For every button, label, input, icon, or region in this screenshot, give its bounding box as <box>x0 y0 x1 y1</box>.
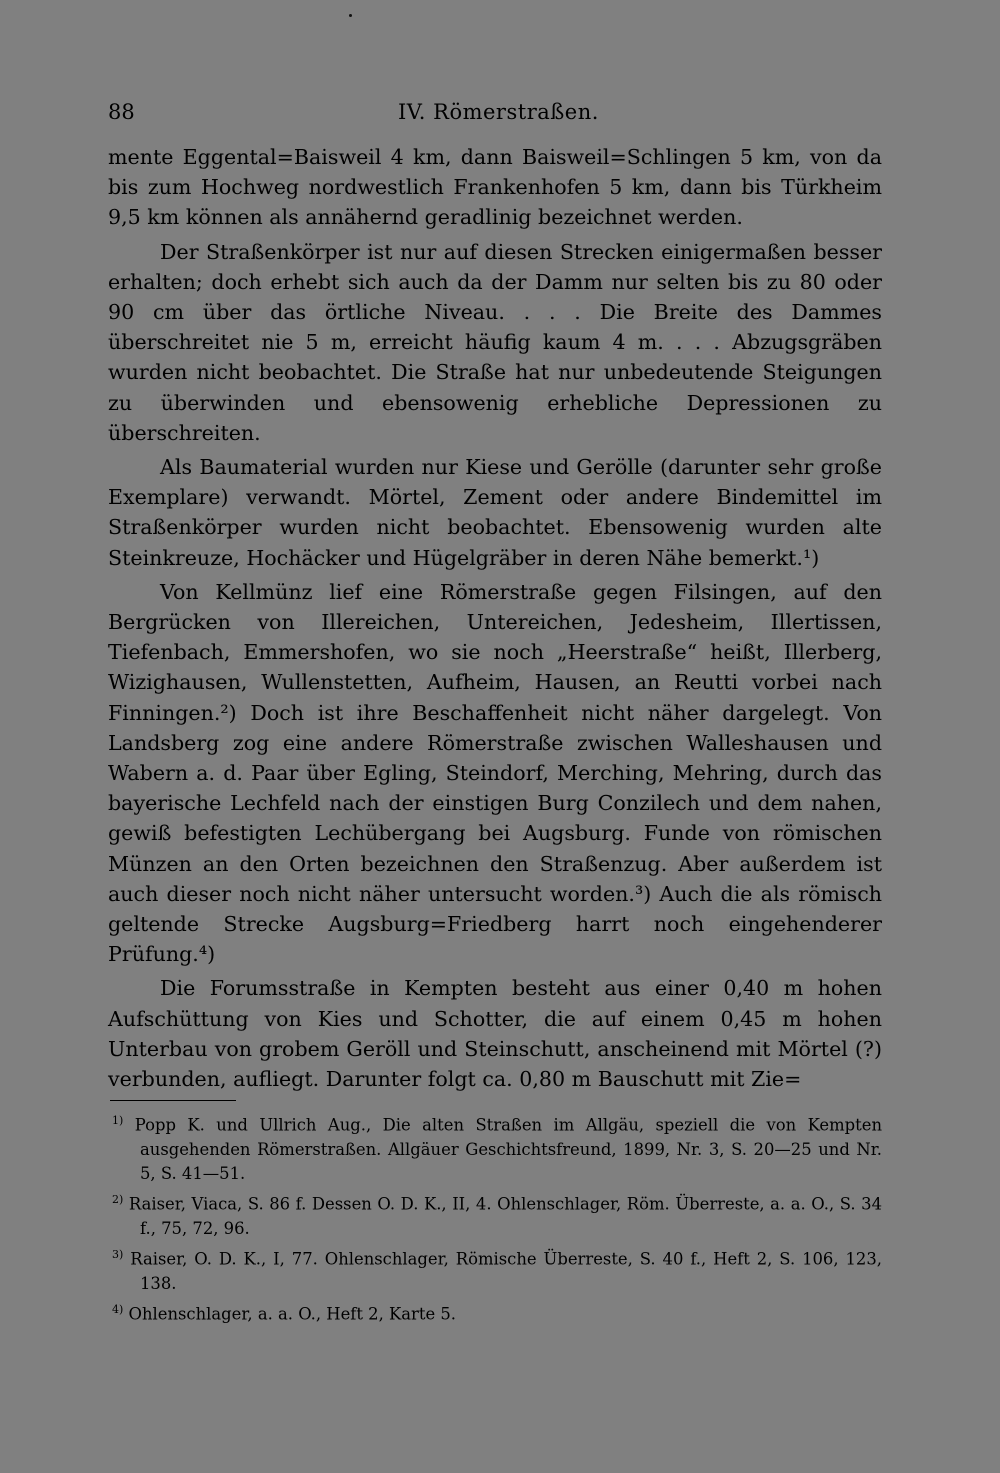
footnote <box>108 1188 882 1241</box>
footnote-mark: 2) <box>112 1193 124 1207</box>
footnote <box>108 1243 882 1296</box>
footnotes <box>108 1109 882 1327</box>
ink-speck <box>349 14 352 17</box>
paragraph: Von Kellmünz lief eine Römerstraße gegen Filsingen, auf den Bergrücken von Illereichen, Untereichen, Jedesheim, Illertissen, Tiefenbach, Emmershofen, wo sie noch „Heerstraße“ heißt, Illerberg, Wizighausen, Wullenstetten, Aufheim, Hausen, an Reutti vorbei nach Finningen.²) Doch ist ihre Beschaffenheit nicht näher dargelegt. Von Landsberg zog eine andere Römerstraße zwischen Walleshausen und Wabern a. d. Paar über Egling, Steindorf, Merching, Mehring, durch das bayerische Lechfeld nach der einstigen Burg Conzilech und dem nahen, gewiß befestigten Lechübergang bei Augsburg. Funde von römischen Münzen an den Orten bezeichnen den Straßenzug. Aber außerdem ist auch dieser noch nicht näher untersucht worden.³) Auch die als römisch geltende Strecke Augsburg=Friedberg harrt noch eingehenderer Prüfung.⁴) <box>108 579 882 967</box>
footnote-text: Raiser, Viaca, S. 86 f. Dessen O. D. K., II, 4. Ohlenschlager, Röm. Überreste, a. a. O., S. 34 f., 75, 72, 96. <box>128 1194 882 1239</box>
footnote <box>108 1298 882 1327</box>
paragraph-continued: mente Eggental=Baisweil 4 km, dann Baisweil=Schlingen 5 km, von da bis zum Hochweg nordwestlich Frankenhofen 5 km, dann bis Türkheim 9,5 km können als annähernd geradlinig bezeichnet werden. <box>108 145 882 230</box>
paragraph: Der Straßenkörper ist nur auf diesen Strecken einigermaßen besser erhalten; doch erhebt sich auch da der Damm nur selten bis zu 80 oder 90 cm über das örtliche Niveau. . . . Die Breite des Dammes überschreitet nie 5 m, erreicht häufig kaum 4 m. . . . Abzugsgräben wurden nicht beobachtet. Die Straße hat nur unbedeutende Steigungen zu überwinden und ebensowenig erhebliche Depressionen zu überschreiten. <box>108 239 882 445</box>
running-head: IV. Römerstraßen. <box>398 100 599 124</box>
paragraph: Die Forumsstraße in Kempten besteht aus einer 0,40 m hohen Aufschüttung von Kies und Schotter, die auf einem 0,45 m hohen Unterbau von grobem Geröll und Steinschutt, anscheinend mit Mörtel (?) verbunden, aufliegt. Darunter folgt ca. 0,80 m Bauschutt mit Zie= <box>108 976 882 1092</box>
footnote-mark: 4) <box>112 1303 124 1317</box>
footnote-mark: 1) <box>112 1114 124 1128</box>
page-number: 88 <box>108 100 135 124</box>
paragraph: Als Baumaterial wurden nur Kiese und Gerölle (darunter sehr große Exemplare) verwandt. Mörtel, Zement oder andere Bindemittel im Straßenkörper wurden nicht beobachtet. Ebensowenig wurden alte Steinkreuze, Hochäcker und Hügelgräber in deren Nähe bemerkt.¹) <box>108 455 882 570</box>
body-text <box>108 142 882 1094</box>
footnote-mark: 3) <box>112 1248 124 1262</box>
footnote-divider <box>110 1100 236 1101</box>
footnote-text: Ohlenschlager, a. a. O., Heft 2, Karte 5. <box>128 1304 456 1324</box>
footnote-text: Popp K. und Ullrich Aug., Die alten Straßen im Allgäu, speziell die von Kempten ausgehenden Römerstraßen. Allgäuer Geschichtsfreund, 1899, Nr. 3, S. 20—25 und Nr. 5, S. 41—51. <box>134 1115 883 1184</box>
book-page <box>108 90 882 1329</box>
footnote <box>108 1109 882 1186</box>
page-header <box>108 90 882 128</box>
footnote-text: Raiser, O. D. K., I, 77. Ohlenschlager, Römische Überreste, S. 40 f., Heft 2, S. 106, 123, 138. <box>130 1249 882 1293</box>
